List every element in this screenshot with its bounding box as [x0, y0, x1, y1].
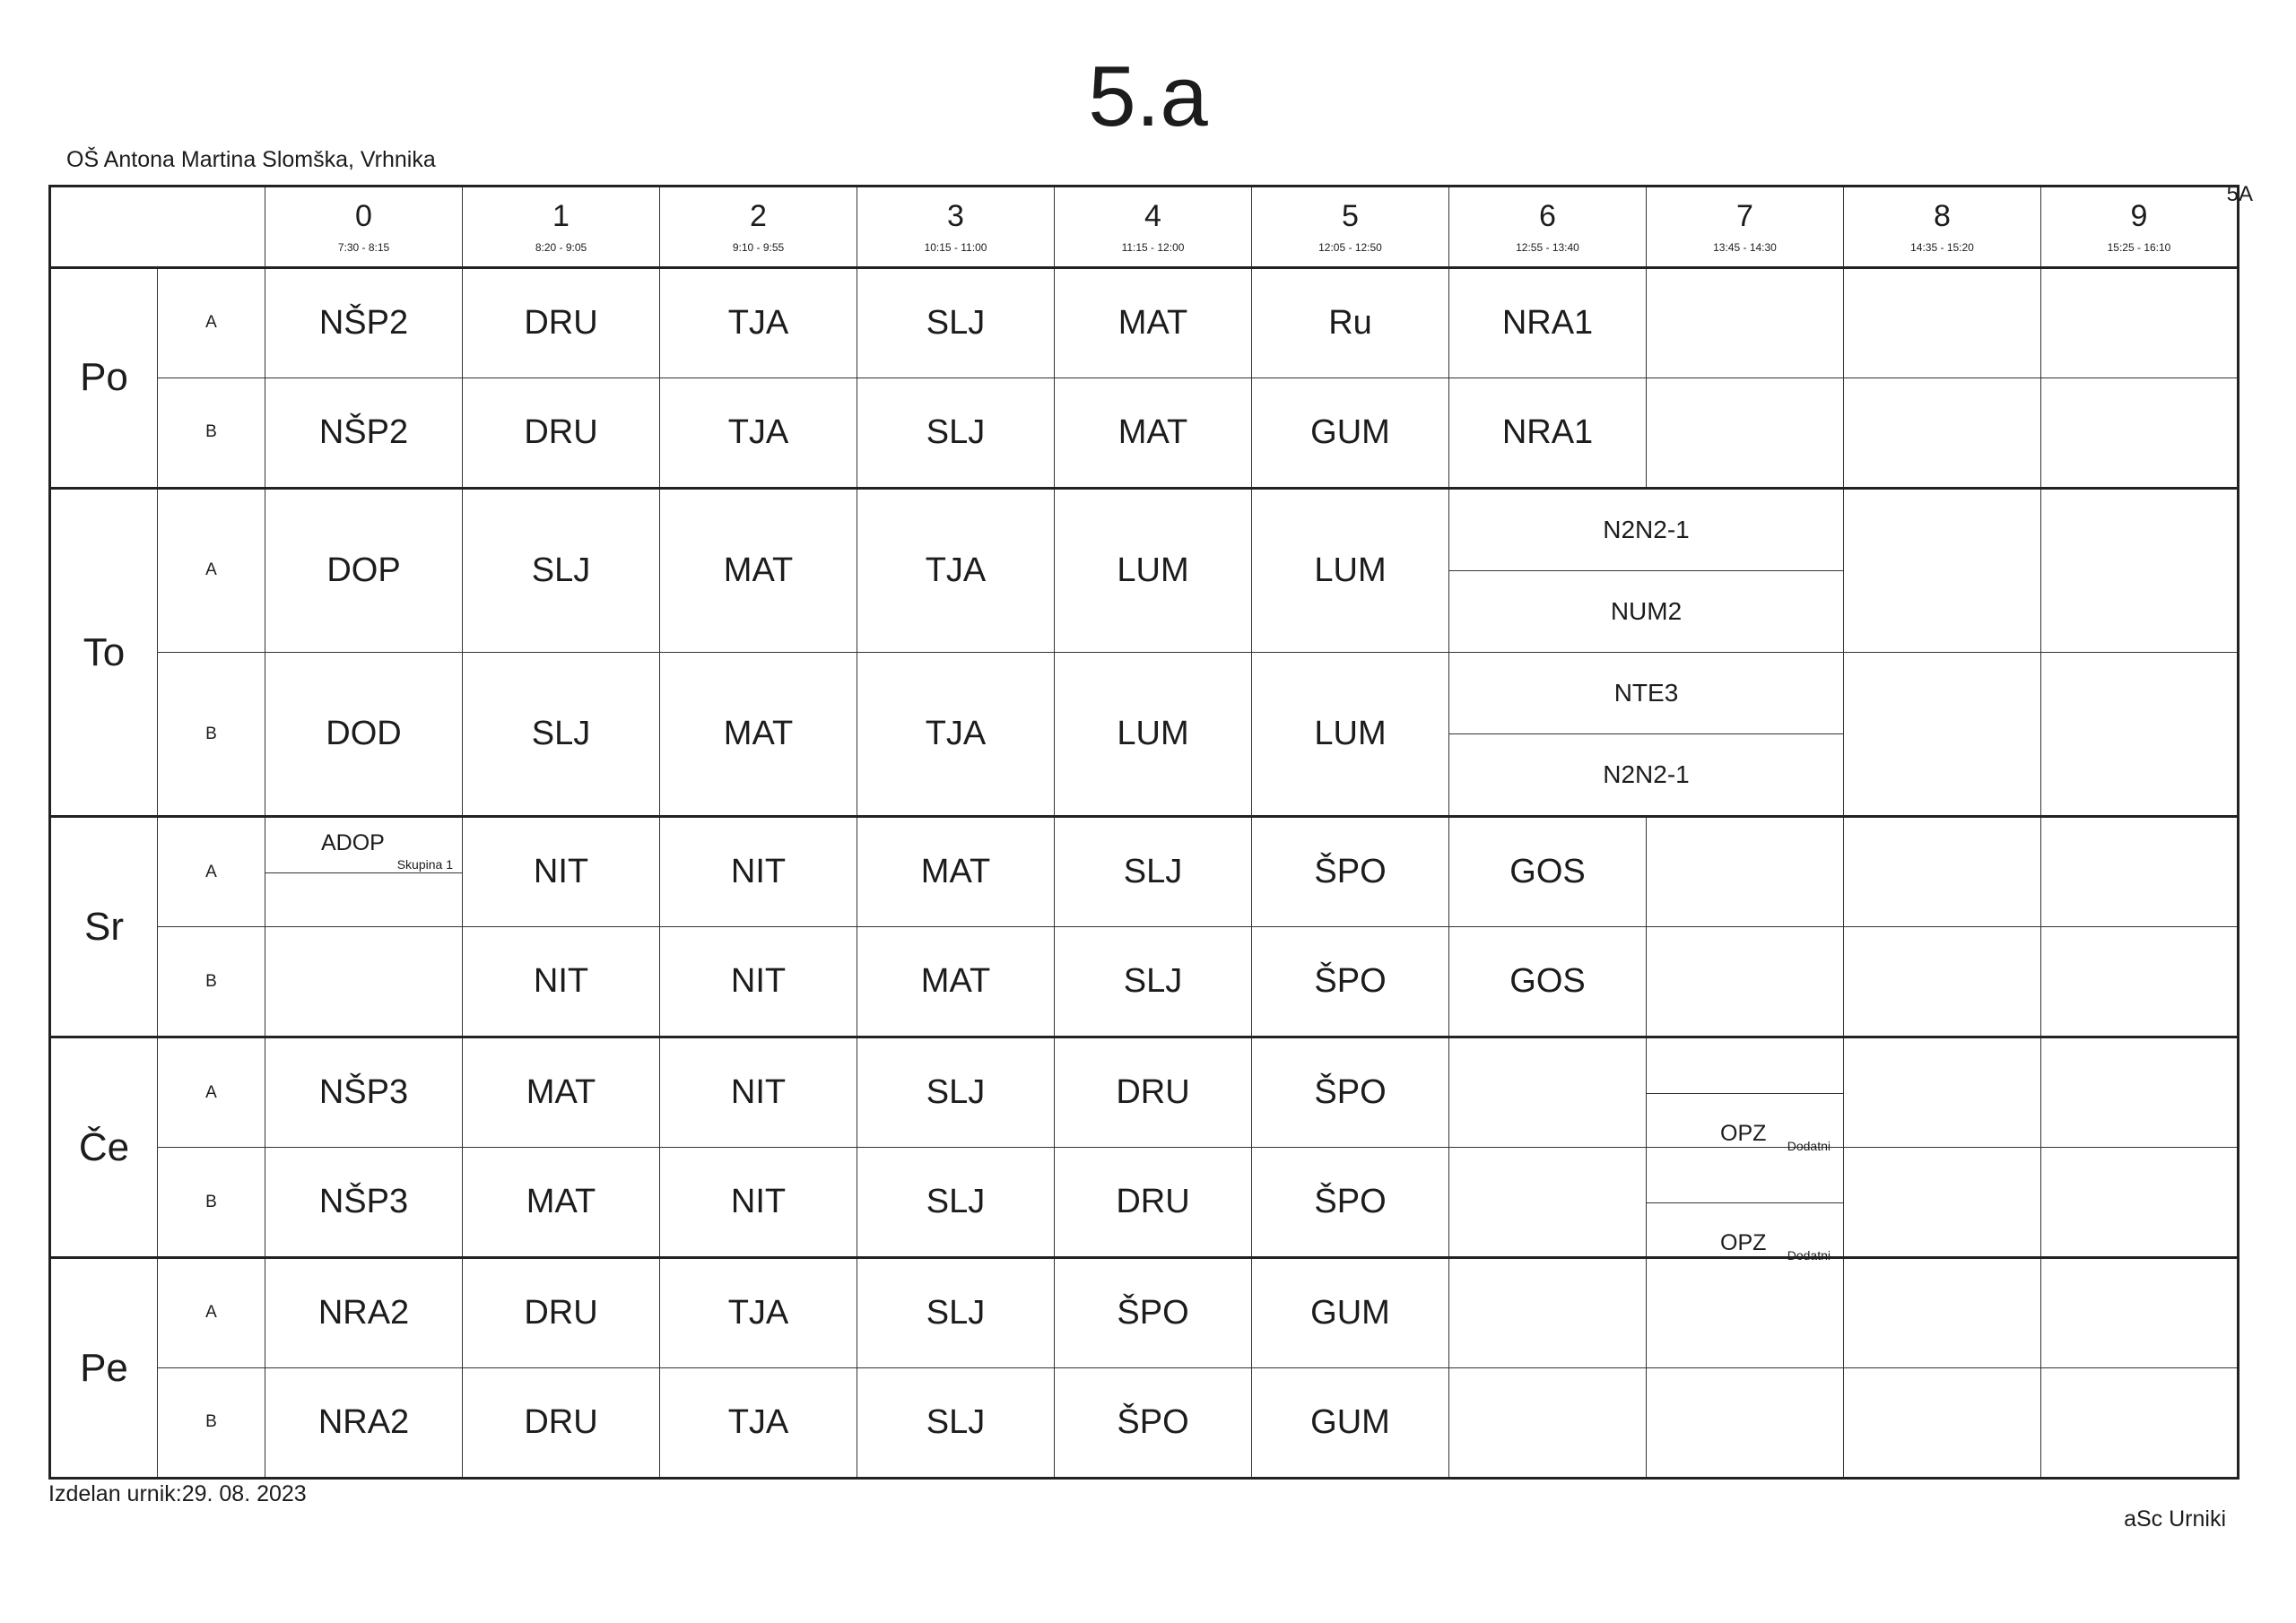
lesson-cell: SLJ — [1055, 817, 1252, 927]
row-pe-a — [50, 1258, 2239, 1368]
lesson-cell: NIT — [463, 817, 660, 927]
period-header-row — [50, 187, 2239, 268]
group-label: B — [158, 927, 265, 1037]
lesson-cell: DOD — [265, 653, 463, 817]
lesson-cell: MAT — [1055, 268, 1252, 378]
lesson-cell: SLJ — [463, 488, 660, 652]
software-name: aSc Urniki — [2124, 1506, 2226, 1532]
row-ce-b — [50, 1148, 2239, 1258]
empty-cell — [2041, 653, 2239, 817]
lesson-cell: SLJ — [857, 1148, 1055, 1258]
lesson-cell: SLJ — [1055, 927, 1252, 1037]
empty-cell — [1647, 1367, 1844, 1478]
group-label: A — [158, 1037, 265, 1148]
split-lesson-cell — [1449, 488, 1844, 652]
empty-cell — [1844, 378, 2041, 488]
empty-cell — [2041, 488, 2239, 652]
lesson-cell: NRA1 — [1449, 378, 1647, 488]
empty-cell — [2041, 1258, 2239, 1368]
class-title: 5.a — [1088, 48, 1208, 144]
opz-note: Dodatni — [1787, 1139, 1831, 1154]
corner-cell — [50, 187, 265, 268]
lesson-cell: NŠP3 — [265, 1037, 463, 1148]
lesson-cell: GOS — [1449, 927, 1647, 1037]
empty-cell — [1844, 1037, 2041, 1148]
empty-cell — [2041, 817, 2239, 927]
split-lesson-top: N2N2-1 — [1603, 515, 1690, 543]
lesson-cell: GUM — [1252, 378, 1449, 488]
period-header: 1 8:20 - 9:05 — [463, 187, 660, 268]
day-label-sr: Sr — [50, 817, 158, 1037]
lesson-cell: LUM — [1055, 488, 1252, 652]
empty-cell — [2041, 1037, 2239, 1148]
lesson-cell: TJA — [660, 1258, 857, 1368]
lesson-cell: DRU — [463, 268, 660, 378]
lesson-cell: SLJ — [857, 1037, 1055, 1148]
lesson-cell: MAT — [463, 1148, 660, 1258]
group-label: A — [158, 488, 265, 652]
lesson-cell: LUM — [1252, 653, 1449, 817]
lesson-cell: ŠPO — [1055, 1258, 1252, 1368]
lesson-cell: NIT — [660, 1037, 857, 1148]
day-label-pe: Pe — [50, 1258, 158, 1479]
empty-cell — [2041, 378, 2239, 488]
row-sr-b — [50, 927, 2239, 1037]
lesson-cell: DOP — [265, 488, 463, 652]
group-label: A — [158, 268, 265, 378]
opz-label: OPZ — [1720, 1121, 1767, 1147]
empty-cell — [1844, 268, 2041, 378]
row-to-b — [50, 653, 2239, 817]
group-label: B — [158, 1367, 265, 1478]
group-label: B — [158, 653, 265, 817]
period-header: 9 15:25 - 16:10 — [2041, 187, 2239, 268]
lesson-cell: DRU — [463, 1258, 660, 1368]
lesson-cell: DRU — [463, 378, 660, 488]
lesson-cell: TJA — [660, 268, 857, 378]
group-label: A — [158, 1258, 265, 1368]
lesson-cell: NRA2 — [265, 1258, 463, 1368]
lesson-cell: NŠP2 — [265, 378, 463, 488]
opz-label: OPZ — [1720, 1230, 1767, 1256]
row-po-a — [50, 268, 2239, 378]
period-header: 0 7:30 - 8:15 — [265, 187, 463, 268]
opz-note: Dodatni — [1787, 1248, 1831, 1263]
split-lesson-top: NTE3 — [1613, 679, 1679, 707]
adop-cell — [265, 817, 463, 927]
lesson-cell: NŠP3 — [265, 1148, 463, 1258]
split-lesson-cell — [1449, 653, 1844, 817]
row-po-b — [50, 378, 2239, 488]
lesson-cell: MAT — [1055, 378, 1252, 488]
row-ce-a — [50, 1037, 2239, 1148]
lesson-cell: ŠPO — [1055, 1367, 1252, 1478]
class-code: 5A — [2226, 182, 2253, 206]
lesson-cell: LUM — [1252, 488, 1449, 652]
lesson-cell: NŠP2 — [265, 268, 463, 378]
empty-cell — [1844, 927, 2041, 1037]
lesson-cell: DRU — [1055, 1148, 1252, 1258]
empty-cell — [1449, 1258, 1647, 1368]
lesson-cell: SLJ — [857, 1367, 1055, 1478]
empty-cell — [2041, 1148, 2239, 1258]
lesson-cell: SLJ — [463, 653, 660, 817]
split-lesson-bottom: N2N2-1 — [1449, 733, 1843, 815]
row-sr-a — [50, 817, 2239, 927]
period-header: 8 14:35 - 15:20 — [1844, 187, 2041, 268]
lesson-cell: GOS — [1449, 817, 1647, 927]
opz-cell — [1647, 1148, 1844, 1263]
empty-cell — [1647, 1258, 1844, 1368]
lesson-cell: TJA — [857, 488, 1055, 652]
lesson-cell: LUM — [1055, 653, 1252, 817]
empty-cell — [1844, 653, 2041, 817]
lesson-cell: MAT — [857, 927, 1055, 1037]
empty-cell — [1647, 268, 1844, 378]
empty-cell — [1647, 927, 1844, 1037]
empty-cell — [1844, 817, 2041, 927]
created-date: Izdelan urnik:29. 08. 2023 — [48, 1481, 307, 1506]
lesson-cell: MAT — [857, 817, 1055, 927]
split-lesson-bottom: NUM2 — [1449, 570, 1843, 652]
timetable — [48, 185, 2239, 1480]
period-header: 2 9:10 - 9:55 — [660, 187, 857, 268]
period-header: 7 13:45 - 14:30 — [1647, 187, 1844, 268]
lesson-cell: TJA — [660, 378, 857, 488]
group-label: A — [158, 817, 265, 927]
group-label: B — [158, 378, 265, 488]
lesson-cell: ŠPO — [1252, 927, 1449, 1037]
school-name: OŠ Antona Martina Slomška, Vrhnika — [66, 147, 436, 172]
lesson-cell: SLJ — [857, 268, 1055, 378]
empty-cell — [1449, 1367, 1647, 1478]
empty-cell — [1844, 488, 2041, 652]
lesson-cell: TJA — [660, 1367, 857, 1478]
lesson-cell: MAT — [660, 488, 857, 652]
lesson-cell: NIT — [660, 817, 857, 927]
empty-cell — [1844, 1258, 2041, 1368]
lesson-cell: ŠPO — [1252, 1148, 1449, 1258]
lesson-cell: NIT — [463, 927, 660, 1037]
lesson-cell: MAT — [463, 1037, 660, 1148]
empty-cell — [2041, 268, 2239, 378]
empty-cell — [1647, 817, 1844, 927]
day-label-ce: Če — [50, 1037, 158, 1258]
lesson-cell: SLJ — [857, 378, 1055, 488]
lesson-cell: NRA2 — [265, 1367, 463, 1478]
period-header: 3 10:15 - 11:00 — [857, 187, 1055, 268]
empty-cell — [1647, 378, 1844, 488]
day-label-to: To — [50, 488, 158, 816]
lesson-cell: MAT — [660, 653, 857, 817]
group-label: B — [158, 1148, 265, 1258]
period-header: 4 11:15 - 12:00 — [1055, 187, 1252, 268]
lesson-cell: SLJ — [857, 1258, 1055, 1368]
empty-cell — [1449, 1148, 1647, 1258]
adop-group-label: Skupina 1 — [396, 857, 453, 872]
lesson-cell: DRU — [463, 1367, 660, 1478]
opz-cell — [1647, 1037, 1844, 1154]
row-to-a — [50, 488, 2239, 652]
lesson-cell: NIT — [660, 927, 857, 1037]
day-label-po: Po — [50, 268, 158, 489]
empty-cell — [1844, 1148, 2041, 1258]
period-header: 5 12:05 - 12:50 — [1252, 187, 1449, 268]
empty-cell — [2041, 927, 2239, 1037]
lesson-cell: ŠPO — [1252, 817, 1449, 927]
empty-cell — [1844, 1367, 2041, 1478]
empty-cell — [2041, 1367, 2239, 1478]
empty-cell — [1449, 1037, 1647, 1148]
lesson-cell: GUM — [1252, 1258, 1449, 1368]
lesson-cell: NIT — [660, 1148, 857, 1258]
period-header: 6 12:55 - 13:40 — [1449, 187, 1647, 268]
lesson-cell: ŠPO — [1252, 1037, 1449, 1148]
row-pe-b — [50, 1367, 2239, 1478]
lesson-cell: NRA1 — [1449, 268, 1647, 378]
empty-cell — [265, 927, 463, 1037]
lesson-cell: TJA — [857, 653, 1055, 817]
lesson-cell: Ru — [1252, 268, 1449, 378]
lesson-cell: GUM — [1252, 1367, 1449, 1478]
adop-label: ADOP — [321, 830, 385, 856]
lesson-cell: DRU — [1055, 1037, 1252, 1148]
